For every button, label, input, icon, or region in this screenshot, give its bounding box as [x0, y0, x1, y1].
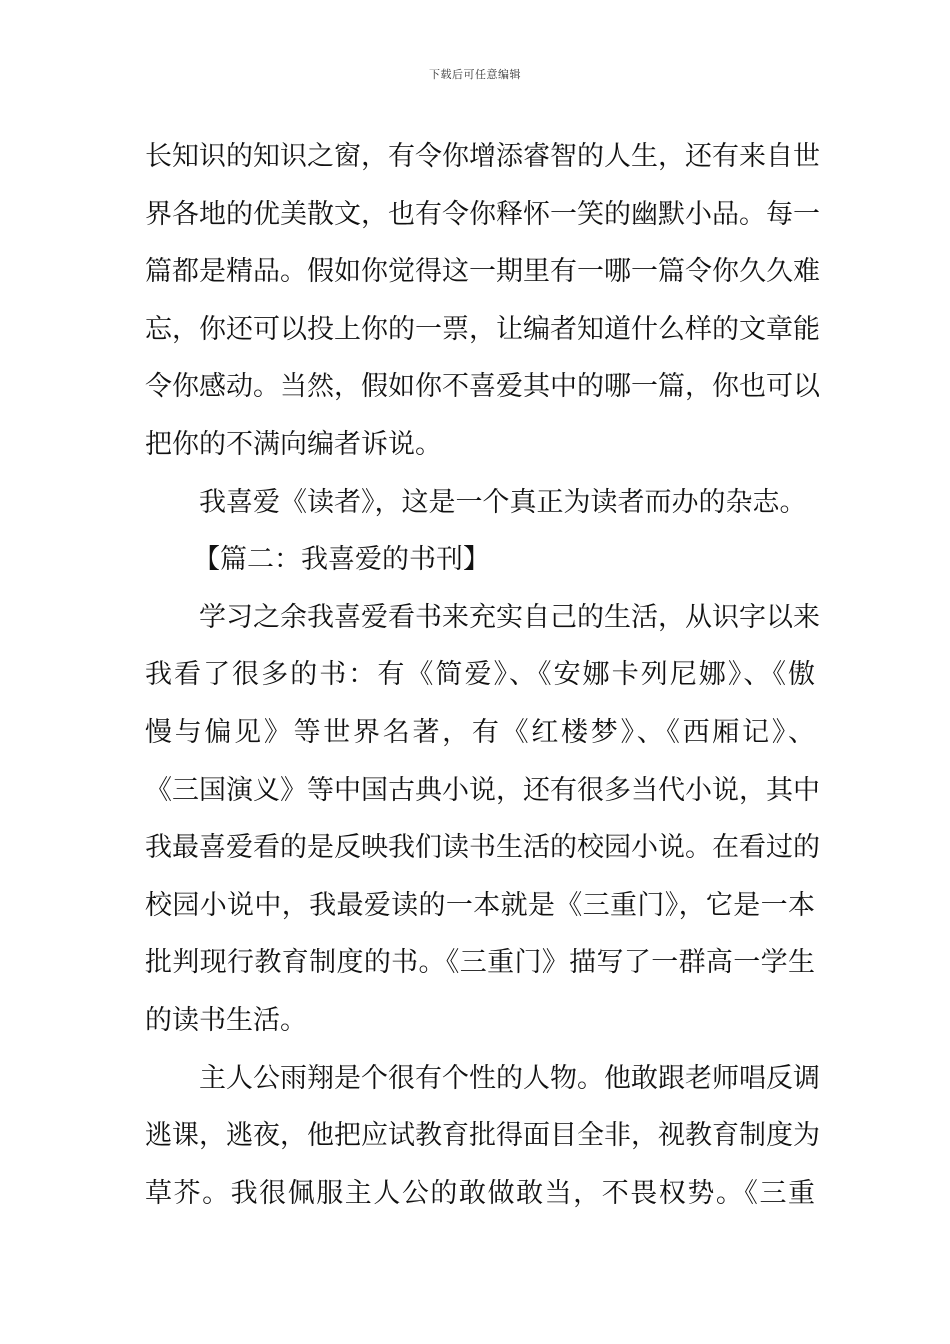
text-line: 逃课，逃夜，他把应试教育批得面目全非，视教育制度为 — [145, 1120, 820, 1152]
text-line: 令你感动。当然，假如你不喜爱其中的哪一篇，你也可以 — [145, 371, 820, 403]
text-line: 我喜爱《读者》，这是一个真正为读者而办的杂志。 — [199, 486, 807, 518]
text-line: 慢与偏见》等世界名著，有《红楼梦》、《西厢记》、 — [145, 716, 815, 748]
text-line: 《三国演义》等中国古典小说，还有很多当代小说，其中 — [145, 774, 820, 806]
page-header: 下载后可任意编辑 — [429, 68, 521, 81]
text-line: 忘，你还可以投上你的一票，让编者知道什么样的文章能 — [145, 313, 820, 345]
text-line: 长知识的知识之窗，有令你增添睿智的人生，还有来自世 — [145, 141, 820, 172]
text-line: 我看了很多的书：有《简爱》、《安娜卡列尼娜》、《傲 — [145, 659, 815, 691]
text-line: 主人公雨翔是个很有个性的人物。他敢跟老师唱反调 — [199, 1062, 820, 1094]
text-line: 校园小说中，我最爱读的一本就是《三重门》，它是一本 — [145, 889, 815, 921]
document-body — [145, 128, 820, 1222]
text-line: 学习之余我喜爱看书来充实自己的生活，从识字以来 — [199, 601, 820, 633]
text-line: 篇都是精品。假如你觉得这一期里有一哪一篇令你久久难 — [145, 256, 820, 288]
text-line: 的读书生活。 — [145, 1004, 307, 1036]
text-line: 我最喜爱看的是反映我们读书生活的校园小说。在看过的 — [145, 832, 820, 864]
text-line: 把你的不满向编者诉说。 — [145, 428, 442, 460]
text-line: 批判现行教育制度的书。《三重门》描写了一群高一学生 — [145, 947, 815, 979]
section-heading: 【篇二：我喜爱的书刊】 — [193, 544, 490, 576]
text-line: 草芥。我很佩服主人公的敢做敢当，不畏权势。《三重 — [145, 1177, 815, 1209]
text-line: 界各地的优美散文，也有令你释怀一笑的幽默小品。每一 — [145, 198, 820, 230]
